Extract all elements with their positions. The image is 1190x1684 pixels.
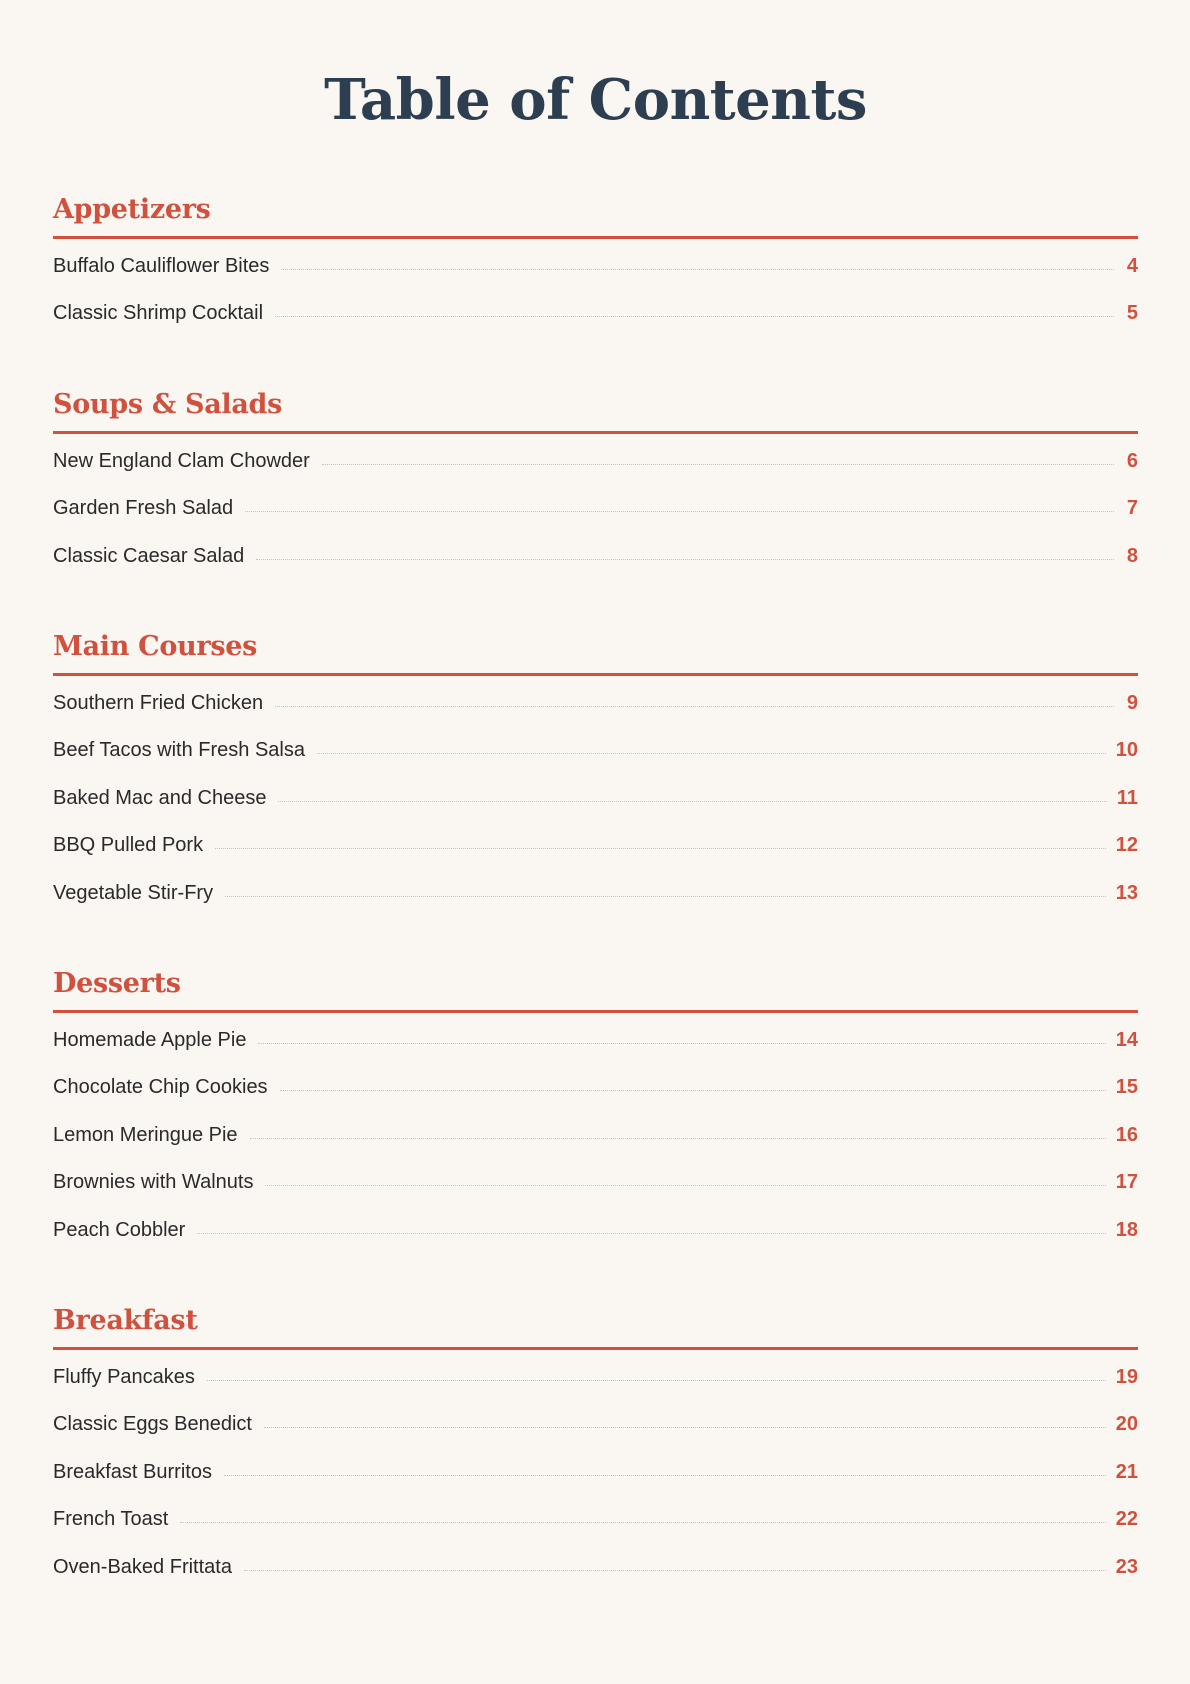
toc-entry[interactable] [53,1219,1138,1266]
dot-leader [275,316,1114,317]
entry-label: Baked Mac and Cheese [53,786,267,809]
toc-entry[interactable] [53,545,1138,592]
entry-page-number: 20 [1115,1413,1138,1436]
dot-leader [265,1185,1105,1186]
section-title: Soups & Salads [53,385,1138,434]
entry-page-number: 18 [1115,1218,1138,1241]
dot-leader [256,559,1114,560]
toc-section-soups-salads [53,385,1138,592]
entry-page-number: 4 [1126,255,1138,277]
toc-entry[interactable] [53,1508,1138,1555]
entry-page-number: 17 [1115,1171,1138,1194]
entry-label: Vegetable Stir-Fry [53,881,214,904]
entry-label: Chocolate Chip Cookies [53,1076,268,1099]
entry-list [53,434,1138,592]
entry-page-number: 23 [1115,1555,1138,1578]
toc-section-appetizers [53,190,1138,350]
toc-section-desserts [53,964,1138,1266]
dot-leader [207,1380,1106,1381]
section-title: Breakfast [53,1301,1138,1350]
section-title: Main Courses [53,627,1138,676]
entry-label: Fluffy Pancakes [53,1366,195,1388]
dot-leader [250,1138,1106,1139]
entry-label: Beef Tacos with Fresh Salsa [53,739,305,762]
entry-label: Lemon Meringue Pie [53,1123,238,1146]
toc-entry[interactable] [53,450,1138,497]
entry-page-number: 19 [1115,1366,1138,1388]
entry-page-number: 22 [1115,1508,1138,1531]
page-title: Table of Contents [324,67,867,133]
entry-page-number: 7 [1126,497,1138,520]
entry-label: Garden Fresh Salad [53,497,234,520]
entry-page-number: 14 [1115,1029,1138,1051]
entry-page-number: 12 [1115,834,1138,857]
entry-page-number: 21 [1115,1460,1138,1483]
entry-page-number: 15 [1115,1076,1138,1099]
dot-leader [197,1233,1105,1234]
toc-section-breakfast [53,1301,1138,1603]
entry-label: Oven-Baked Frittata [53,1555,232,1578]
dot-leader [245,511,1114,512]
toc-entry[interactable] [53,1029,1138,1076]
toc-entry[interactable] [53,255,1138,302]
toc-entry[interactable] [53,1076,1138,1123]
entry-page-number: 8 [1126,544,1138,567]
entry-list [53,239,1138,350]
entry-label: Peach Cobbler [53,1218,186,1241]
toc-entry[interactable] [53,1556,1138,1603]
toc-entry[interactable] [53,1124,1138,1171]
dot-leader [215,848,1106,849]
toc-section-main-courses [53,627,1138,929]
entry-label: Buffalo Cauliflower Bites [53,255,270,277]
section-title: Appetizers [53,190,1138,239]
toc-entry[interactable] [53,739,1138,786]
dot-leader [275,706,1114,707]
entry-label: French Toast [53,1508,169,1531]
dot-leader [322,464,1114,465]
dot-leader [317,753,1106,754]
toc-entry[interactable] [53,302,1138,349]
toc-entry[interactable] [53,1366,1138,1413]
entry-list [53,1013,1138,1266]
dot-leader [225,896,1106,897]
toc-entry[interactable] [53,787,1138,834]
entry-page-number: 16 [1115,1123,1138,1146]
entry-label: BBQ Pulled Pork [53,834,204,857]
entry-page-number: 13 [1115,881,1138,904]
toc-entry[interactable] [53,497,1138,544]
entry-list [53,1350,1138,1603]
entry-page-number: 6 [1126,450,1138,472]
toc-entry[interactable] [53,834,1138,881]
entry-label: Classic Eggs Benedict [53,1413,252,1436]
entry-page-number: 5 [1126,302,1138,325]
entry-label: Breakfast Burritos [53,1460,212,1483]
entry-label: Homemade Apple Pie [53,1029,247,1051]
entry-label: Classic Caesar Salad [53,544,245,567]
entry-page-number: 10 [1115,739,1138,762]
toc-entry[interactable] [53,1461,1138,1508]
entry-page-number: 11 [1116,786,1138,809]
dot-leader [264,1427,1106,1428]
dot-leader [258,1043,1105,1044]
dot-leader [180,1522,1106,1523]
entry-list [53,676,1138,929]
dot-leader [278,801,1106,802]
entry-label: Brownies with Walnuts [53,1171,254,1194]
section-title: Desserts [53,964,1138,1013]
dot-leader [244,1570,1106,1571]
toc-entry[interactable] [53,692,1138,739]
toc-entry[interactable] [53,1413,1138,1460]
toc-entry[interactable] [53,1171,1138,1218]
entry-label: Southern Fried Chicken [53,692,264,714]
toc-page [53,0,1138,1578]
entry-page-number: 9 [1126,692,1138,714]
dot-leader [281,269,1114,270]
dot-leader [224,1475,1106,1476]
entry-label: Classic Shrimp Cocktail [53,302,264,325]
toc-entry[interactable] [53,882,1138,929]
entry-label: New England Clam Chowder [53,450,310,472]
dot-leader [280,1090,1106,1091]
